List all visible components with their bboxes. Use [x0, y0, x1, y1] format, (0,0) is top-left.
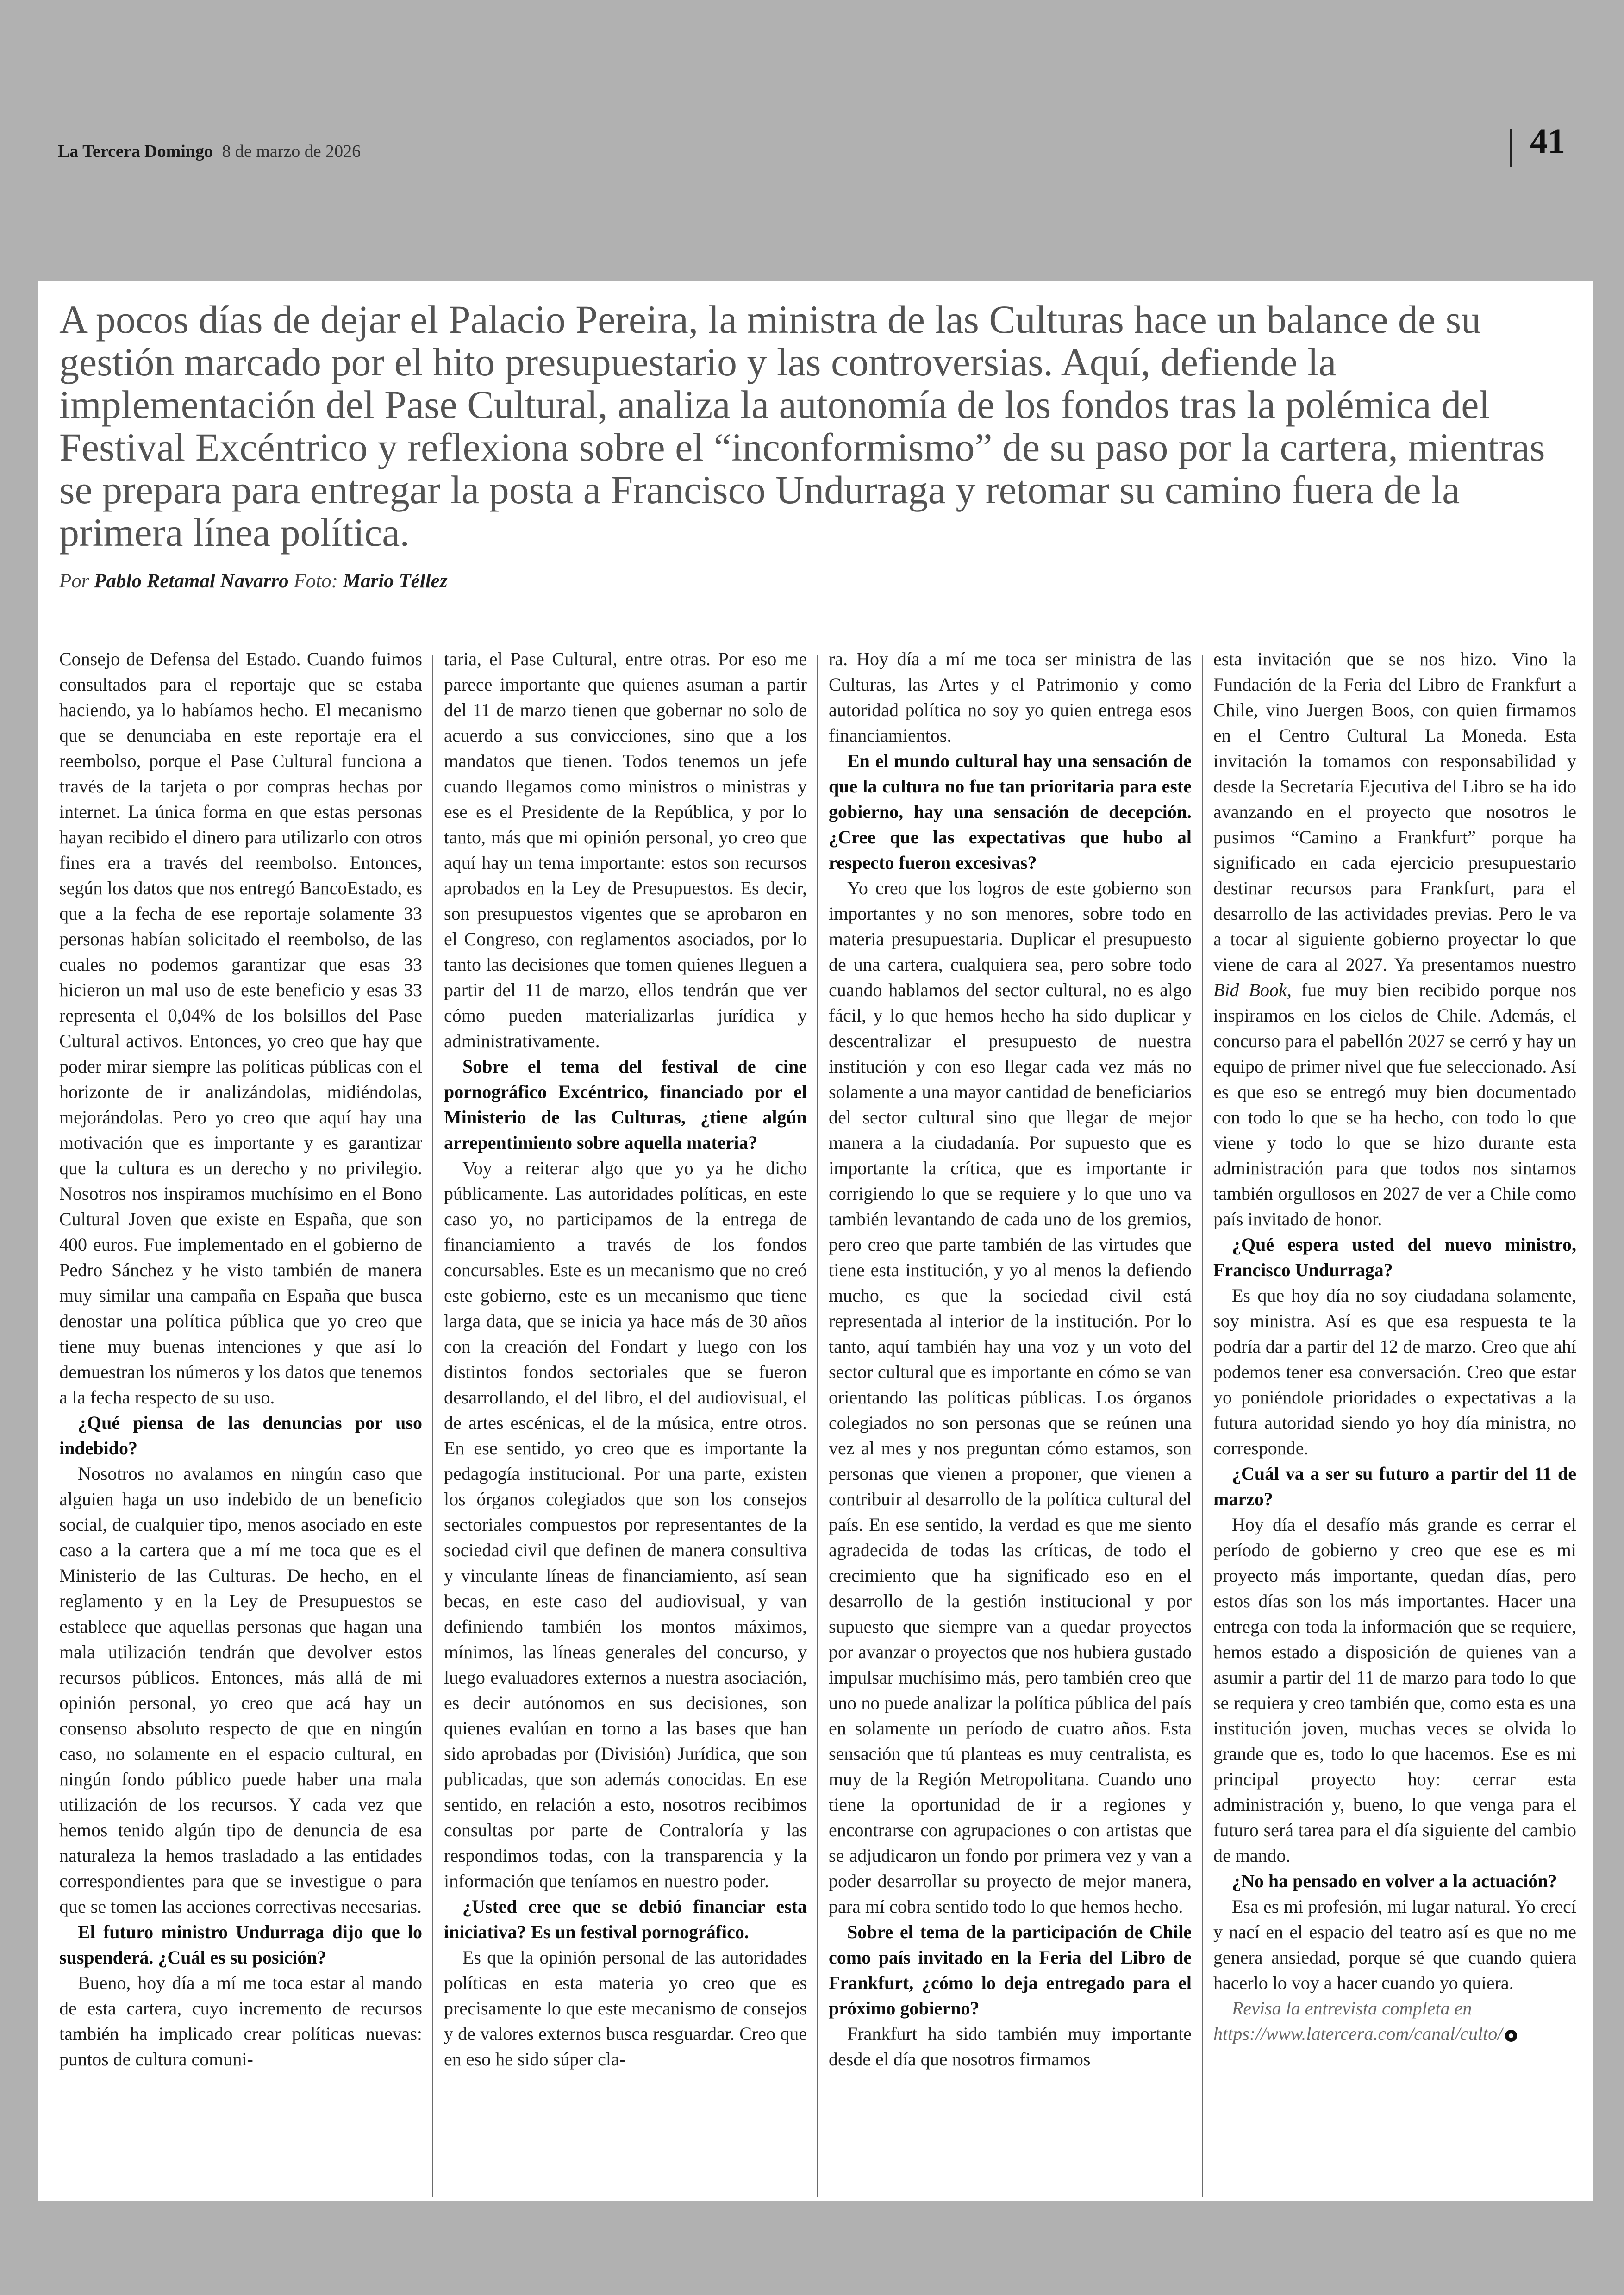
article-column-2: [444, 646, 807, 2072]
publication-date: 8 de marzo de 2026: [222, 142, 361, 161]
article-column-1: [59, 646, 422, 2072]
byline-photographer: Mario Téllez: [343, 570, 448, 592]
page-number-divider: [1510, 129, 1512, 167]
paragraph-text: , fue muy bien recibido porque nos inspiramos en los cielos de Chile. Además, el concurso para el pabellón 2027 se cerró y hay un equipo de primer nivel que fue seleccionado. Así es que eso se entregó muy bien documentado con todo lo que se ha hecho, con todo lo que viene y todo lo que se hizo durante esta administración para que todos nos sintamos también orgullosos en 2027 de ver a Chile como país invitado de honor.: [1213, 979, 1577, 1229]
paragraph-text: Es que la opinión personal de las autoridades políticas en esta materia yo creo que es precisamente lo que este mecanismo de consejos y de valores externos busca resguardar. Creo que en eso he sido súper cla-: [444, 1947, 807, 2070]
answer-paragraph: [59, 646, 422, 1410]
answer-paragraph: [1213, 1512, 1576, 1868]
paragraph-text: Consejo de Defensa del Estado. Cuando fuimos consultados para el reportaje que se estaba haciendo, ya lo habíamos hecho. El mecanismo que se denunciaba en este reportaje era el reembolso, porque el Pase Cultural funciona a través de la tarjeta o por compras hechas por internet. La única forma en que estas personas hayan recibido el dinero para utilizarlo con otros fines era a través del reembolso. Entonces, según los datos que nos entregó BancoEstado, es que a la fecha de ese reportaje solamente 33 personas habían solicitado el reembolso, de las cuales no podemos garantizar que esas 33 hicieron un mal uso de este beneficio y esas 33 representa el 0,04% de los bolsillos del Pase Cultural activos. Entonces, yo creo que hay que poder mirar siempre las políticas públicas con el horizonte de ir analizándolas, midiéndolas, mejorándolas. Pero yo creo que aquí hay una motivación que es importante y es garantizar que la cultura es un derecho y no privilegio. Nosotros nos inspiramos muchísimo en el Bono Cultural Joven que existe en España, que son 400 euros. Fue implementado en el gobierno de Pedro Sánchez y he visto también de manera muy similar una campaña en España que busca denostar una política pública que yo creo que tiene muy buenas intenciones y que así lo demuestran los números y los datos que tenemos a la fecha respecto de su uso.: [59, 649, 422, 1408]
answer-paragraph: [1213, 1894, 1576, 1996]
interview-question: [1213, 1232, 1576, 1283]
paragraph-text: esta invitación que se nos hizo. Vino la Fundación de la Feria del Libro de Frankfurt a Chile, vino Juergen Boos, con quien firmamos en el Centro Cultural La Moneda. Esta invitación la tomamos con responsabilidad y desde la Secretaría Ejecutiva del Libro se ha ido avanzando en el proyecto que nosotros le pusimos “Camino a Frankfurt” porque ha significado en cada ejercicio presupuestario destinar recursos para Frankfurt, para el desarrollo de las actividades previas. Pero le va a tocar al siguiente gobierno proyectar lo que viene de cara al 2027. Ya presentamos nuestro: [1213, 649, 1576, 975]
interview-question: [444, 1054, 807, 1155]
paragraph-text: ra. Hoy día a mí me toca ser ministra de las Culturas, las Artes y el Patrimonio y como autoridad política no soy yo quien entrega esos financiamientos.: [829, 649, 1192, 746]
column-rule: [432, 655, 433, 2197]
italic-title: Bid Book: [1213, 979, 1287, 1000]
answer-paragraph: [1213, 1283, 1576, 1461]
article-sheet: [38, 281, 1593, 2201]
interview-question: [1213, 1461, 1576, 1512]
article-column-3: [829, 646, 1192, 2072]
page-header: [0, 0, 1624, 278]
article-column-4: [1213, 646, 1576, 2046]
interview-question: [59, 1919, 422, 1970]
answer-paragraph: [829, 646, 1192, 748]
paragraph-text: Frankfurt ha sido también muy importante desde el día que nosotros firmamos: [829, 2023, 1192, 2070]
column-rule: [1202, 655, 1203, 2197]
paragraph-text: En el mundo cultural hay una sensación de que la cultura no fue tan prioritaria para este gobierno, hay una sensación de decepción. ¿Cree que las expectativas que hubo al respecto fueron excesivas?: [829, 750, 1192, 873]
paragraph-text: Nosotros no avalamos en ningún caso que alguien haga un uso indebido de un beneficio social, de cualquier tipo, menos asociado en este caso a la cartera que a mí me toca que es el Ministerio de las Culturas. De hecho, en el reglamento y en la Ley de Presupuestos se establece que aquellas personas que hagan una mala utilización tendrán que devolver estos recursos públicos. Entonces, más allá de mi opinión personal, yo creo que acá hay un consenso absoluto respecto de que en ningún caso, no solamente en el espacio cultural, en ningún fondo público puede haber una mala utilización de los recursos. Y cada vez que hemos tenido algún tipo de denuncia de esa naturaleza la hemos trasladado a las entidades correspondientes para que se investigue o para que se tomen las acciones correctivas necesarias.: [59, 1463, 422, 1917]
answer-paragraph: [829, 875, 1192, 1919]
paragraph-text: ¿Qué espera usted del nuevo ministro, Francisco Undurraga?: [1213, 1234, 1576, 1280]
answer-paragraph: [59, 1970, 422, 2072]
interview-question: [829, 748, 1192, 875]
answer-paragraph: [1213, 646, 1576, 1232]
paragraph-text: Revisa la entrevista completa en https://www.latercera.com/canal/culto/: [1213, 1998, 1503, 2044]
masthead: [58, 141, 361, 162]
paragraph-text: Hoy día el desafío más grande es cerrar el período de gobierno y creo que ese es mi proyecto más importante, quedan días, pero estos días son los más importantes. Hacer una entrega con toda la información que se requiere, hemos estado a disposición de quienes van a asumir a partir del 11 de marzo para todo lo que se requiera y creo también que, como esta es una institución joven, muchas veces se olvida lo grande que es, todo lo que hacemos. Ese es mi principal proyecto hoy: cerrar esta administración y, bueno, lo que venga para el futuro será tarea para el día siguiente del cambio de mando.: [1213, 1514, 1576, 1866]
paragraph-text: Esa es mi profesión, mi lugar natural. Yo crecí y nací en el espacio del teatro así es que no me genera ansiedad, porque sé que cuando quiera hacerlo lo voy a hacer cuando yo quiera.: [1213, 1896, 1576, 1993]
publication-name: La Tercera Domingo: [58, 142, 213, 161]
paragraph-text: Voy a reiterar algo que yo ya he dicho públicamente. Las autoridades políticas, en este caso yo, no participamos de la entrega de financiamiento a través de los fondos concursables. Este es un mecanismo que no creó este gobierno, este es un mecanismo que tiene larga data, que se inicia ya hace más de 30 años con la creación del Fondart y luego con los distintos fondos sectoriales que se fueron desarrollando, el del libro, el del audiovisual, el de artes escénicas, el de la música, entre otros. En ese sentido, yo creo que es importante la pedagogía institucional. Por una parte, existen los órganos colegiados que son los consejos sectoriales compuestos por representantes de la sociedad civil que definen de manera consultiva y vinculante líneas de financiamiento, así sean becas, en este caso del audiovisual, y van definiendo también los montos máximos, mínimos, las líneas generales del concurso, y luego evaluadores externos a nuestra asociación, es decir autónomos en sus decisiones, son quienes evalúan en torno a las bases que han sido aprobadas por (División) Jurídica, que son publicadas, que son además conocidas. En ese sentido, en relación a esto, nosotros recibimos consultas por parte de Contraloría y las respondimos todas, con la transparencia y la información que teníamos en nuestro poder.: [444, 1158, 807, 1891]
answer-paragraph: [444, 646, 807, 1054]
paragraph-text: taria, el Pase Cultural, entre otras. Por eso me parece importante que quienes asuman a partir del 11 de marzo tienen que gobernar no solo de acuerdo a sus convicciones, sino que a los mandatos que tienen. Todos tenemos un jefe cuando llegamos como ministros o ministras y ese es el Presidente de la República, y por lo tanto, más que mi opinión personal, yo creo que aquí hay un tema importante: estos son recursos aprobados en la Ley de Presupuestos. Es decir, son presupuestos vigentes que se aprobaron en el Congreso, con reglamentos asociados, por lo tanto las decisiones que tomen quienes lleguen a partir del 11 de marzo, ellos tendrán que ver cómo pueden materializarlas jurídica y administrativamente.: [444, 649, 807, 1051]
paragraph-text: ¿Qué piensa de las denuncias por uso indebido?: [59, 1412, 422, 1459]
byline-foto: Foto:: [294, 570, 338, 592]
paragraph-text: Es que hoy día no soy ciudadana solamente, soy ministra. Así es que esa respuesta te la podría dar a partir del 12 de marzo. Creo que ahí podemos tener esa conversación. Creo que estar yo poniéndole prioridades o expectativas a la futura autoridad siendo yo hoy día ministra, no corresponde.: [1213, 1285, 1576, 1459]
page-number: 41: [1530, 122, 1565, 161]
byline-author: Pablo Retamal Navarro: [94, 570, 289, 592]
online-link-credit: [1213, 1996, 1576, 2046]
answer-paragraph: [59, 1461, 422, 1919]
answer-paragraph: [444, 1155, 807, 1894]
paragraph-text: ¿Usted cree que se debió financiar esta iniciativa? Es un festival pornográfico.: [444, 1896, 807, 1942]
paragraph-text: ¿Cuál va a ser su futuro a partir del 11 de marzo?: [1213, 1463, 1576, 1509]
paragraph-text: Sobre el tema de la participación de Chile como país invitado en la Feria del Libro de Frankfurt, ¿cómo lo deja entregado para el próximo gobierno?: [829, 1921, 1192, 2019]
end-mark-icon: [1505, 2030, 1517, 2042]
paragraph-text: Sobre el tema del festival de cine pornográfico Excéntrico, financiado por el Ministerio de las Culturas, ¿tiene algún arrepentimiento sobre aquella materia?: [444, 1056, 807, 1153]
column-rule: [817, 655, 818, 2197]
paragraph-text: Yo creo que los logros de este gobierno son importantes y no son menores, sobre todo en materia presupuestaria. Duplicar el presupuesto de una cartera, cualquiera sea, pero sobre todo cuando hablamos del sector cultural, no es algo fácil, y lo que hemos hecho ha sido duplicar y descentralizar el presupuesto de nuestra institución y con eso llegar cada vez más no solamente a una mayor cantidad de beneficiarios del sector cultural sino que llegar de mejor manera a la ciudadanía. Por supuesto que es importante la crítica, que es importante ir corrigiendo lo que se requiere y lo que uno va también levantando de cada uno de los gremios, pero creo que parte también de las virtudes que tiene esta institución, y yo al menos la defiendo mucho, es que la sociedad civil está representada al interior de la institución. Por lo tanto, aquí también hay una voz y un voto del sector cultural que es importante en cómo se van orientando las políticas públicas. Los órganos colegiados no son personas que se reúnen una vez al mes y nos preguntan cómo estamos, son personas que vienen a proponer, que vienen a contribuir al desarrollo de la política cultural del país. En ese sentido, la verdad es que me siento agradecida de todas las críticas, de todo el crecimiento que ha significado eso en el desarrollo de la gestión institucional y por supuesto que siempre van a quedar proyectos por avanzar o proyectos que nos hubiera gustado impulsar muchísimo más, pero también creo que uno no puede analizar la política pública del país en solamente un período de cuatro años. Esta sensación que tú planteas es muy centralista, es muy de la Región Metropolitana. Cuando uno tiene la oportunidad de ir a regiones y encontrarse con agrupaciones o con artistas que se adjudicaron un fondo por primera vez y van a poder desarrollar su proyecto de mejor manera, para mí cobra sentido todo lo que hemos hecho.: [829, 878, 1192, 1917]
paragraph-text: El futuro ministro Undurraga dijo que lo suspenderá. ¿Cuál es su posición?: [59, 1921, 422, 1968]
paragraph-text: Bueno, hoy día a mí me toca estar al mando de esta cartera, cuyo incremento de recursos también ha implicado crear políticas nuevas: puntos de cultura comuni-: [59, 1972, 422, 2070]
interview-question: [444, 1894, 807, 1945]
paragraph-text: ¿No ha pensado en volver a la actuación?: [1232, 1871, 1557, 1891]
byline: [59, 570, 447, 592]
byline-por: Por: [59, 570, 89, 592]
interview-question: [59, 1410, 422, 1461]
article-deck: A pocos días de dejar el Palacio Pereira, la ministra de las Culturas hace un balance de su gestión marcado por el hito presupuestario y las controversias. Aquí, defiende la implementación del Pase Cultural, analiza la autonomía de los fondos tras la polémica del Festival Excéntrico y reflexiona sobre el “inconformismo” de su paso por la cartera, mientras se prepara para entregar la posta a Francisco Undurraga y retomar su camino fuera de la primera línea política.: [59, 297, 1545, 555]
answer-paragraph: [829, 2021, 1192, 2072]
answer-paragraph: [444, 1945, 807, 2072]
interview-question: [1213, 1868, 1576, 1894]
interview-question: [829, 1919, 1192, 2021]
